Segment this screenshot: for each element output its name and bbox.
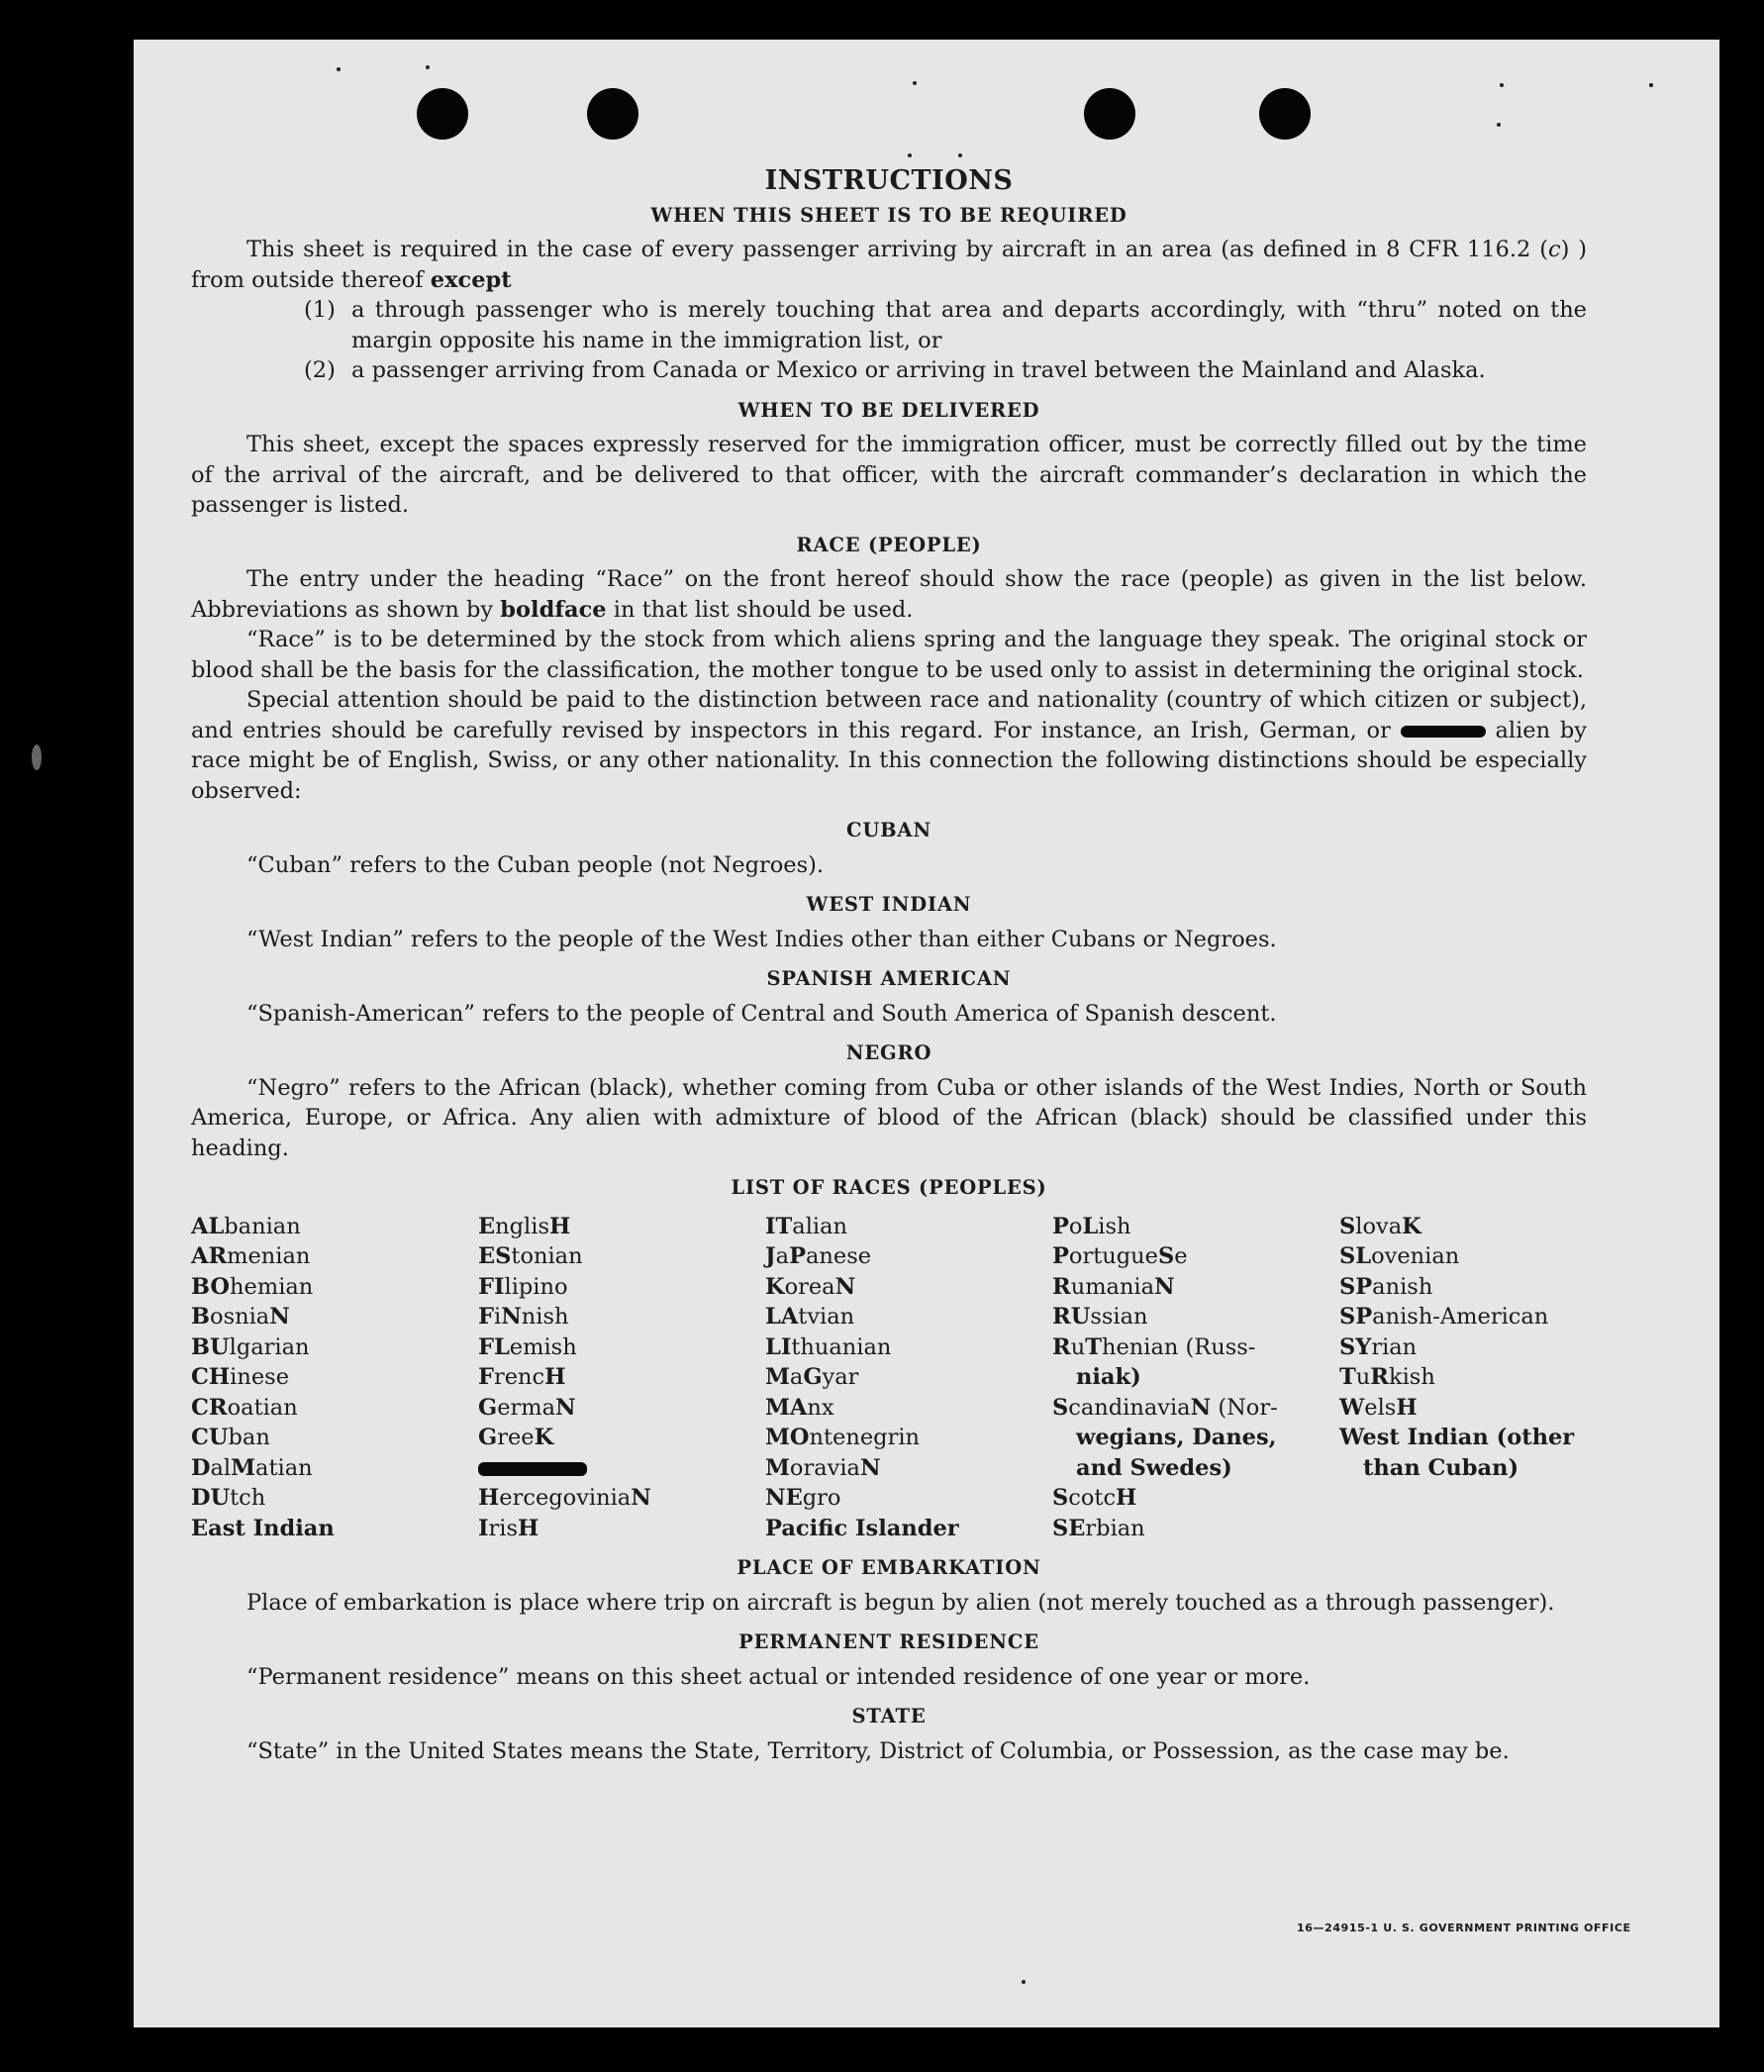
dust-speck: [1649, 83, 1653, 87]
punch-hole: [587, 88, 638, 140]
dust-speck: [1500, 83, 1504, 87]
required-item-2: (2) a passenger arriving from Canada or Mexico or arriving in travel between the Mainland and Alaska.: [304, 357, 1486, 383]
race-entry: GermaN: [478, 1394, 576, 1421]
punch-hole: [1084, 88, 1135, 140]
section-heading-negro: NEGRO: [845, 1041, 932, 1064]
race-entry: DalMatian: [191, 1454, 313, 1481]
race-entry: CUban: [191, 1425, 270, 1450]
race-entry: than Cuban): [1363, 1454, 1519, 1481]
race-entry: TuRkish: [1339, 1364, 1435, 1390]
race-entry: and Swedes): [1076, 1454, 1232, 1481]
race-entry: HercegoviniaN: [478, 1485, 651, 1511]
race-entry: SPanish: [1339, 1273, 1433, 1300]
embarkation-text: Place of embarkation is place where trip on aircraft is begun by alien (not merely touched as a through passenger).: [246, 1589, 1555, 1616]
races-column: [1339, 1212, 1587, 1544]
punch-hole: [1259, 88, 1311, 140]
race-entry: WelsH: [1339, 1394, 1418, 1421]
section-heading-state: STATE: [851, 1705, 927, 1727]
race-entry: SPanish-American: [1339, 1304, 1549, 1330]
race-entry: EStonian: [478, 1243, 583, 1269]
race-entry: RumaniaN: [1052, 1273, 1175, 1300]
race-entry: BosniaN: [191, 1304, 290, 1330]
race-entry: ITalian: [765, 1213, 847, 1239]
race-entry: KoreaN: [765, 1273, 856, 1300]
race-entry: FiNnish: [478, 1304, 569, 1330]
race-entry: MaGyar: [765, 1364, 859, 1390]
instructions-content: [191, 162, 1587, 1766]
race-entry: LIthuanian: [765, 1333, 892, 1360]
section-heading-embarkation: PLACE OF EMBARKATION: [736, 1556, 1041, 1579]
race-entry: NEgro: [765, 1485, 841, 1511]
dust-speck: [958, 153, 962, 157]
race-entry: MOntenegrin: [765, 1425, 921, 1450]
race-entry: LAtvian: [765, 1304, 855, 1330]
race-entry: CHinese: [191, 1364, 290, 1390]
redaction-mark: [1401, 726, 1486, 738]
delivered-text: This sheet, except the spaces expressly reserved for the immigration officer, must be correctly filled out by the time of the arrival of the aircraft, and be delivered to that officer, with the aircraft commander’s declaration in which the passenger is listed.: [191, 432, 1587, 518]
race-entry: DUtch: [191, 1485, 266, 1511]
scan-margin-mark: [32, 744, 42, 770]
race-entry: Pacific Islander: [765, 1515, 959, 1541]
race-entry: RuThenian (Russ-: [1052, 1333, 1256, 1360]
race-paragraph-3: Special attention should be paid to the distinction between race and nationality (country of which citizen or subject), and entries should be carefully revised by inspectors in this regard. For instance, an Irish, German, or alien by race might be of English, Swiss, or any other nationality. In this connection the following distinctions should be especially observed:: [191, 687, 1588, 804]
race-entry: ScotcH: [1052, 1485, 1137, 1511]
section-heading-race: RACE (PEOPLE): [796, 533, 982, 556]
races-column: [765, 1212, 1052, 1544]
dust-speck: [426, 65, 430, 69]
race-entry: FLemish: [478, 1333, 577, 1360]
section-heading-residence: PERMANENT RESIDENCE: [738, 1630, 1039, 1653]
race-entry: RUssian: [1052, 1304, 1148, 1330]
race-paragraph-2: “Race” is to be determined by the stock from which aliens spring and the language they speak. The original stock or blood shall be the basis for the classification, the mother tongue to be used only to assist in determining the original stock.: [191, 627, 1587, 683]
west-indian-text: “West Indian” refers to the people of the West Indies other than either Cubans or Negroes.: [246, 926, 1277, 952]
race-entry: MoraviaN: [765, 1454, 881, 1481]
punch-hole: [417, 88, 468, 140]
section-heading-required: WHEN THIS SHEET IS TO BE REQUIRED: [650, 203, 1127, 227]
printer-footer: 16—24915-1 U. S. GOVERNMENT PRINTING OFFICE: [1297, 1922, 1631, 1934]
race-entry: FIlipino: [478, 1273, 568, 1300]
race-entry: SLovenian: [1339, 1243, 1460, 1269]
race-entry: ScandinaviaN (Nor-: [1052, 1394, 1278, 1421]
race-paragraph-1: The entry under the heading “Race” on the front hereof should show the race (people) as given in the list below. Abbreviations as shown by boldface in that list should be used.: [191, 566, 1587, 623]
races-column: [1052, 1212, 1339, 1544]
dust-speck: [1497, 123, 1501, 127]
negro-text: “Negro” refers to the African (black), whether coming from Cuba or other islands of the West Indies, North or South America, Europe, or Africa. Any alien with admixture of blood of the African (black) should be classified under this heading.: [191, 1074, 1587, 1161]
dust-speck: [337, 67, 341, 71]
race-entry: BOhemian: [191, 1273, 314, 1300]
section-heading-races-list: LIST OF RACES (PEOPLES): [731, 1176, 1047, 1199]
dust-speck: [913, 81, 917, 85]
races-list: [191, 1212, 1587, 1544]
section-heading-west-indian: WEST INDIAN: [806, 893, 972, 916]
page-title: INSTRUCTIONS: [764, 165, 1014, 196]
race-entry: CRoatian: [191, 1394, 298, 1421]
race-entry: PoLish: [1052, 1213, 1131, 1239]
race-entry: ARmenian: [191, 1243, 311, 1269]
state-text: “State” in the United States means the State, Territory, District of Columbia, or Possession, as the case may be.: [246, 1737, 1510, 1764]
cuban-text: “Cuban” refers to the Cuban people (not Negroes).: [246, 851, 825, 878]
residence-text: “Permanent residence” means on this sheet actual or intended residence of one year or more.: [246, 1663, 1311, 1690]
race-entry: MAnx: [765, 1394, 834, 1421]
race-entry: PortugueSe: [1052, 1243, 1188, 1269]
race-entry: SYrian: [1339, 1333, 1418, 1360]
race-entry: GreeK: [478, 1425, 554, 1450]
race-entry: East Indian: [191, 1515, 335, 1541]
dust-speck: [1022, 1980, 1026, 1984]
spanish-american-text: “Spanish-American” refers to the people of Central and South America of Spanish descent.: [246, 1000, 1277, 1027]
race-entry: SErbian: [1052, 1515, 1145, 1541]
races-column: [191, 1212, 478, 1544]
race-entry: FrencH: [478, 1364, 566, 1390]
required-intro: This sheet is required in the case of every passenger arriving by aircraft in an area (as defined in 8 CFR 116.2 (c) ) from outside thereof except: [191, 237, 1587, 293]
redaction-mark: [478, 1462, 587, 1476]
required-item-1: (1) a through passenger who is merely touching that area and departs accordingly, with “thru” noted on the margin opposite his name in the immigration list, or: [304, 297, 1587, 353]
section-heading-spanish-american: SPANISH AMERICAN: [766, 967, 1012, 990]
race-entry: EnglisH: [478, 1213, 571, 1239]
race-entry: JaPanese: [765, 1243, 872, 1269]
race-entry: BUlgarian: [191, 1333, 310, 1360]
section-heading-cuban: CUBAN: [846, 819, 931, 841]
race-entry: IrisH: [478, 1515, 539, 1541]
race-entry: ALbanian: [191, 1213, 301, 1239]
race-entry: SlovaK: [1339, 1213, 1421, 1239]
section-heading-delivered: WHEN TO BE DELIVERED: [737, 398, 1040, 422]
race-entry: niak): [1076, 1364, 1141, 1390]
race-entry: [478, 1453, 765, 1484]
races-column: [478, 1212, 765, 1544]
race-entry: West Indian (other: [1339, 1425, 1575, 1450]
dust-speck: [908, 153, 912, 157]
document-page: [134, 40, 1719, 2027]
race-entry: wegians, Danes,: [1076, 1425, 1277, 1450]
